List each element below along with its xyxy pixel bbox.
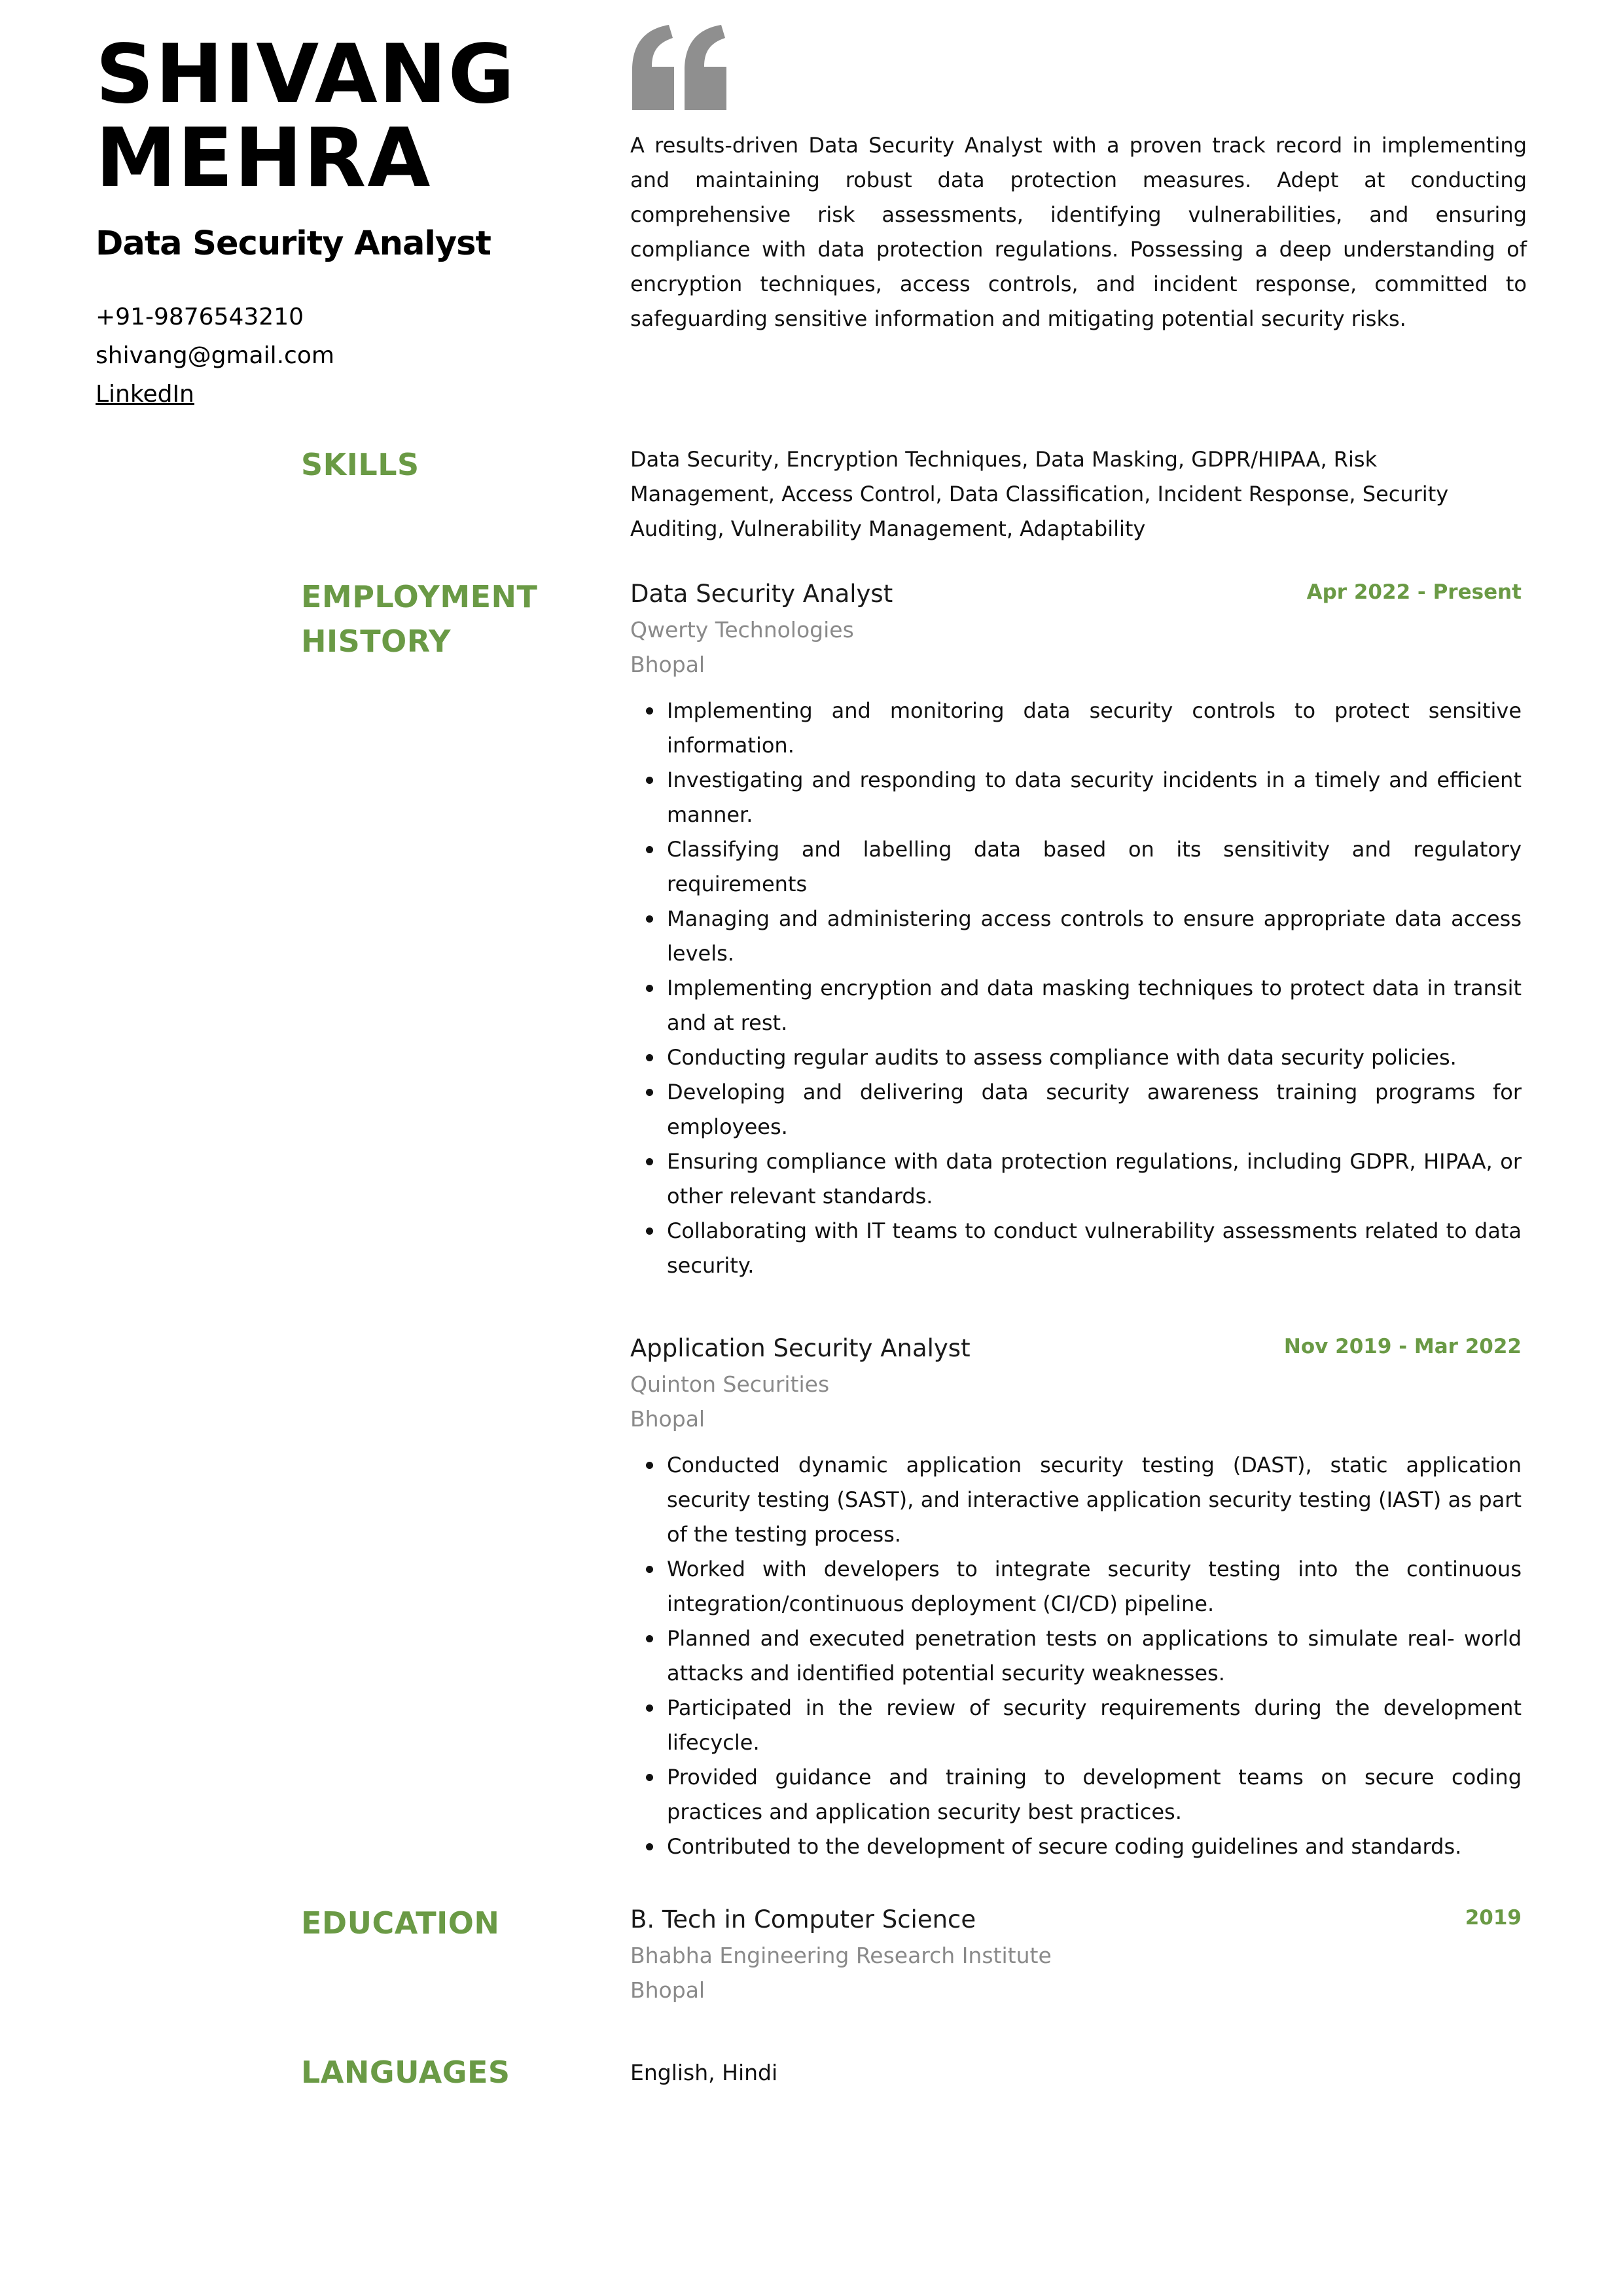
list-item: Classifying and labelling data based on its sensitivity and regulatory requirements xyxy=(667,832,1522,902)
list-item: Participated in the review of security requirements during the development lifecycle. xyxy=(667,1691,1522,1760)
list-item: Conducting regular audits to assess compliance with data security policies. xyxy=(667,1040,1522,1075)
job-company: Qwerty Technologies xyxy=(630,617,854,643)
job-location: Bhopal xyxy=(630,1406,705,1432)
skills-heading: SKILLS xyxy=(301,447,419,482)
languages-list: English, Hindi xyxy=(630,2060,778,2085)
education-entry xyxy=(630,1901,1522,2007)
job-bullet-list xyxy=(630,694,1522,1283)
list-item: Implementing encryption and data masking techniques to protect data in transit and at rest. xyxy=(667,971,1522,1040)
employment-heading-line-1: EMPLOYMENT xyxy=(301,579,538,614)
linkedin-link[interactable]: LinkedIn xyxy=(96,381,194,408)
list-item: Developing and delivering data security awareness training programs for employees. xyxy=(667,1075,1522,1144)
employment-heading xyxy=(301,574,589,663)
profile-summary: A results-driven Data Security Analyst with a proven track record in implementing and maintaining robust data protection measures. Adept at conducting comprehensive risk assessments, identifying vulnerabilities, and ensuring compliance with data protection regulations. Possessing a deep understanding of encryption techniques, access controls, and incident response, committed to safeguarding sensitive information and mitigating potential security risks. xyxy=(630,133,1527,331)
job-title: Data Security Analyst xyxy=(630,580,893,608)
job-date: Apr 2022 - Present xyxy=(1306,580,1522,604)
list-item: Planned and executed penetration tests on applications to simulate real- world attacks and identified potential security weaknesses. xyxy=(667,1621,1522,1691)
job-title: Application Security Analyst xyxy=(630,1334,971,1362)
job-date: Nov 2019 - Mar 2022 xyxy=(1283,1335,1522,1358)
languages-heading: LANGUAGES xyxy=(301,2055,510,2090)
list-item: Provided guidance and training to development teams on secure coding practices and application security best practices. xyxy=(667,1760,1522,1829)
email-address: shivang@gmail.com xyxy=(96,342,334,369)
institute-name: Bhabha Engineering Research Institute xyxy=(630,1943,1052,1968)
job-location: Bhopal xyxy=(630,652,705,677)
degree-title: B. Tech in Computer Science xyxy=(630,1905,976,1934)
name-line-2: MEHRA xyxy=(96,111,432,205)
list-item: Collaborating with IT teams to conduct vulnerability assessments related to data security. xyxy=(667,1214,1522,1283)
graduation-year: 2019 xyxy=(1465,1906,1522,1930)
candidate-name xyxy=(96,27,593,205)
job-bullet-list xyxy=(630,1448,1522,1864)
skills-list: Data Security, Encryption Techniques, Data Masking, GDPR/HIPAA, Risk Management, Access Control, Data Classification, Incident Response, Security Auditing, Vulnerability Management, Adaptability xyxy=(630,447,1449,541)
job-entry xyxy=(630,576,1522,1283)
name-line-1: SHIVANG xyxy=(96,27,516,122)
list-item: Investigating and responding to data security incidents in a timely and efficient manner. xyxy=(667,763,1522,832)
quote-mark-icon xyxy=(627,24,732,115)
institute-location: Bhopal xyxy=(630,1977,705,2003)
education-heading: EDUCATION xyxy=(301,1905,500,1941)
list-item: Managing and administering access controls to ensure appropriate data access levels. xyxy=(667,902,1522,971)
list-item: Implementing and monitoring data security controls to protect sensitive information. xyxy=(667,694,1522,763)
job-role: Data Security Analyst xyxy=(96,224,491,263)
job-company: Quinton Securities xyxy=(630,1371,830,1397)
list-item: Ensuring compliance with data protection regulations, including GDPR, HIPAA, or other relevant standards. xyxy=(667,1144,1522,1214)
employment-heading-line-2: HISTORY xyxy=(301,624,451,659)
job-entry xyxy=(630,1330,1522,1864)
list-item: Contributed to the development of secure coding guidelines and standards. xyxy=(667,1829,1522,1864)
list-item: Conducted dynamic application security testing (DAST), static application security testing (SAST), and interactive application security testing (IAST) as part of the testing process. xyxy=(667,1448,1522,1552)
phone-number: +91-9876543210 xyxy=(96,304,304,330)
list-item: Worked with developers to integrate security testing into the continuous integration/continuous deployment (CI/CD) pipeline. xyxy=(667,1552,1522,1621)
